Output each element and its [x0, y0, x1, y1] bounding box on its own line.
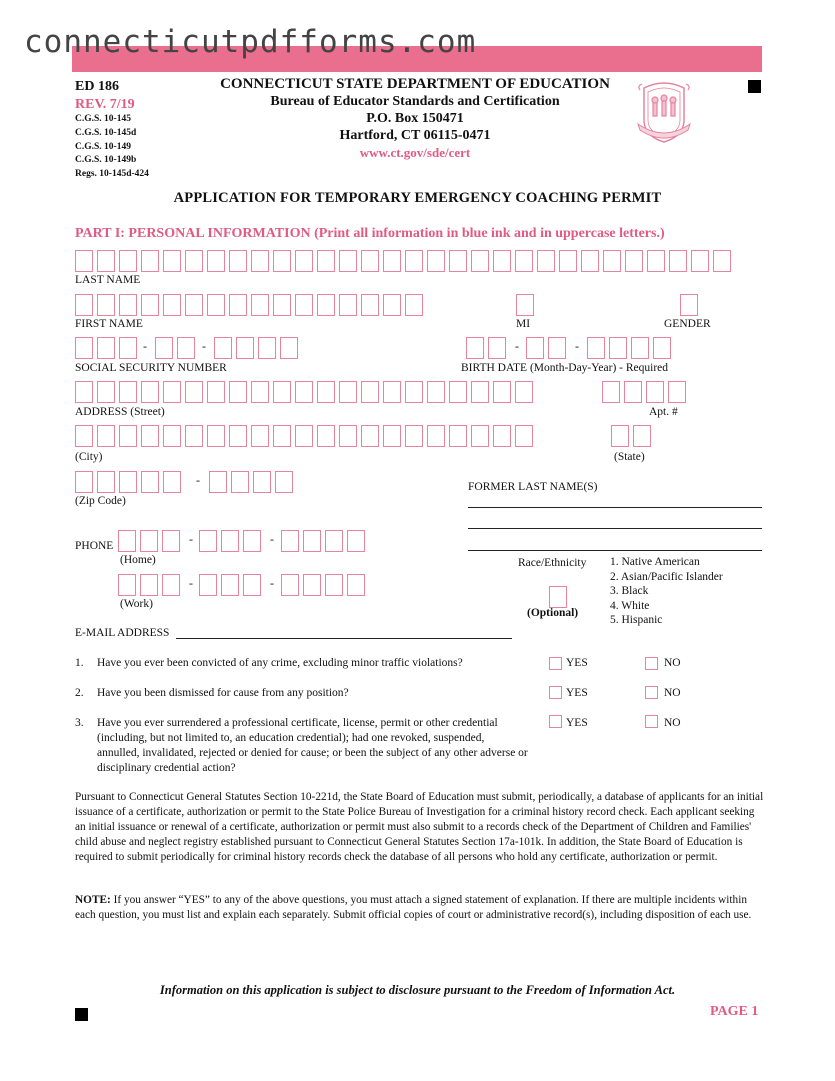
last-name-input[interactable] [75, 250, 731, 272]
phone-dash: - [270, 532, 274, 546]
char-box[interactable] [361, 381, 379, 403]
char-box[interactable] [361, 425, 379, 447]
char-box[interactable] [624, 381, 642, 403]
apt-label: Apt. # [649, 406, 678, 418]
char-box[interactable] [427, 381, 445, 403]
no-label: NO [664, 717, 681, 729]
bureau-name: Bureau of Educator Standards and Certification [270, 94, 560, 110]
char-box[interactable] [141, 250, 159, 272]
char-box[interactable] [155, 337, 173, 359]
char-box[interactable] [303, 574, 321, 596]
char-box[interactable] [163, 471, 181, 493]
char-box[interactable] [471, 381, 489, 403]
zip-input[interactable] [75, 471, 181, 493]
char-box[interactable] [119, 425, 137, 447]
char-box[interactable] [236, 337, 254, 359]
char-box[interactable] [449, 250, 467, 272]
char-box[interactable] [317, 425, 335, 447]
char-box[interactable] [177, 337, 195, 359]
char-box[interactable] [118, 530, 136, 552]
char-box[interactable] [427, 250, 445, 272]
char-box[interactable] [75, 471, 93, 493]
website-link[interactable]: www.ct.gov/sde/cert [359, 144, 471, 160]
question-2-text: Have you been dismissed for cause from any position? [97, 687, 349, 699]
question-2-yes-checkbox[interactable] [549, 686, 562, 699]
no-label: NO [664, 657, 681, 669]
yes-label: YES [566, 687, 588, 699]
char-box[interactable] [427, 425, 445, 447]
char-box[interactable] [602, 381, 620, 403]
agency-header [170, 75, 660, 160]
char-box[interactable] [199, 530, 217, 552]
char-box[interactable] [185, 425, 203, 447]
char-box[interactable] [119, 294, 137, 316]
char-box[interactable] [383, 425, 401, 447]
birth-date-dash: - [575, 339, 579, 353]
char-box[interactable] [75, 294, 93, 316]
char-box[interactable] [221, 574, 239, 596]
mi-label: MI [516, 318, 531, 330]
char-box[interactable] [185, 294, 203, 316]
char-box[interactable] [207, 294, 225, 316]
char-box[interactable] [75, 250, 93, 272]
char-box[interactable] [214, 337, 232, 359]
char-box[interactable] [209, 471, 227, 493]
former-names-label: FORMER LAST NAME(S) [468, 481, 598, 493]
char-box[interactable] [251, 294, 269, 316]
city-label: (City) [75, 451, 103, 463]
char-box[interactable] [339, 250, 357, 272]
state-label: (State) [614, 451, 645, 463]
char-box[interactable] [295, 381, 313, 403]
char-box[interactable] [97, 294, 115, 316]
char-box[interactable] [493, 250, 511, 272]
birth-date-label: BIRTH DATE (Month-Day-Year) - Required [461, 362, 669, 374]
char-box[interactable] [251, 381, 269, 403]
char-box[interactable] [515, 425, 533, 447]
char-box[interactable] [303, 530, 321, 552]
char-box[interactable] [119, 471, 137, 493]
work-area-input[interactable] [118, 574, 180, 596]
char-box[interactable] [118, 574, 136, 596]
ssn-label: SOCIAL SECURITY NUMBER [75, 362, 227, 374]
char-box[interactable] [295, 250, 313, 272]
last-name-label: LAST NAME [75, 274, 141, 286]
char-box[interactable] [229, 425, 247, 447]
char-box[interactable] [609, 337, 627, 359]
address-label: ADDRESS (Street) [75, 406, 165, 418]
char-box[interactable] [141, 425, 159, 447]
form-number: ED 186 [75, 79, 119, 94]
char-box[interactable] [97, 381, 115, 403]
char-box[interactable] [405, 250, 423, 272]
char-box[interactable] [471, 250, 489, 272]
char-box[interactable] [163, 294, 181, 316]
gender-input[interactable] [680, 294, 698, 316]
char-box[interactable] [207, 381, 225, 403]
char-box[interactable] [251, 425, 269, 447]
char-box[interactable] [405, 294, 423, 316]
question-3-text: Have you ever surrendered a professional certificate, license, permit or other credential (including, but not limited to, an education credential); had one revoked, suspended, annulled, invalidated, rejected or denied for cause; or been the subject of any other adverse or disciplinary credential action? [97, 717, 528, 774]
home-area-input[interactable] [118, 530, 180, 552]
char-box[interactable] [229, 381, 247, 403]
char-box[interactable] [515, 381, 533, 403]
first-name-input[interactable] [75, 294, 423, 316]
page-number: PAGE 1 [710, 1004, 759, 1019]
char-box[interactable] [281, 574, 299, 596]
char-box[interactable] [317, 381, 335, 403]
char-box[interactable] [449, 425, 467, 447]
race-option: 5. Hispanic [610, 614, 663, 627]
char-box[interactable] [516, 294, 534, 316]
city-state-zip: Hartford, CT 06115-0471 [339, 128, 491, 144]
char-box[interactable] [325, 574, 343, 596]
revision: REV. 7/19 [75, 96, 135, 112]
home-prefix-input[interactable] [199, 530, 261, 552]
optional-label: (Optional) [527, 607, 579, 619]
char-box[interactable] [488, 337, 506, 359]
gender-label: GENDER [664, 318, 711, 330]
note-text: If you answer “YES” to any of the above questions, you must attach a signed statement of explanation. If there are multiple incidents within each question, you must list and explain each separately. Submit official copies of court or administrative record(s), including disposition of each use. [75, 894, 752, 921]
statute-2: C.G.S. 10-145d [75, 127, 137, 138]
char-box[interactable] [713, 250, 731, 272]
char-box[interactable] [669, 250, 687, 272]
background-check-paragraph: Pursuant to Connecticut General Statutes Section 10-221d, the State Board of Education must submit, periodically, a database of applicants for an initial issuance of a certificate, authorization or permit to the State Police Bureau of Investigation for a criminal history record check. Each applicant seeking an initial issuance or renewal of a certificate, authorization or permit must also submit to a records check of the Department of Children and Families' child abuse and neglect registry established pursuant to Connecticut General Statutes Section 17a-101k. In addition, the State Board of Education is required to submit periodically for criminal history records check the database of all persons who hold any certificate, authorization or permit. [75, 791, 764, 863]
char-box[interactable] [317, 250, 335, 272]
char-box[interactable] [493, 381, 511, 403]
question-1-text: Have you ever been convicted of any crime, excluding minor traffic violations? [97, 657, 463, 669]
birth-year-input[interactable] [587, 337, 671, 359]
char-box[interactable] [493, 425, 511, 447]
char-box[interactable] [680, 294, 698, 316]
statute-3: C.G.S. 10-149 [75, 141, 131, 152]
char-box[interactable] [185, 250, 203, 272]
question-3-number: 3. [75, 717, 84, 729]
char-box[interactable] [559, 250, 577, 272]
form-identifiers [75, 78, 149, 182]
email-label: E-MAIL ADDRESS [75, 627, 170, 639]
char-box[interactable] [258, 337, 276, 359]
race-option: 3. Black [610, 585, 649, 598]
char-box[interactable] [273, 425, 291, 447]
char-box[interactable] [243, 574, 261, 596]
mi-input[interactable] [516, 294, 534, 316]
char-box[interactable] [75, 337, 93, 359]
watermark: connecticutpdfforms.com [24, 24, 477, 60]
home-line-input[interactable] [281, 530, 365, 552]
registration-mark [748, 80, 761, 93]
char-box[interactable] [229, 294, 247, 316]
char-box[interactable] [75, 425, 93, 447]
home-label: (Home) [120, 554, 156, 566]
ssn-part3-input[interactable] [214, 337, 298, 359]
char-box[interactable] [317, 294, 335, 316]
char-box[interactable] [163, 425, 181, 447]
char-box[interactable] [653, 337, 671, 359]
race-option: 4. White [610, 599, 650, 612]
char-box[interactable] [280, 337, 298, 359]
race-option: 1. Native American [610, 556, 700, 568]
char-box[interactable] [347, 574, 365, 596]
yes-label: YES [566, 717, 588, 729]
char-box[interactable] [449, 381, 467, 403]
ssn-part1-input[interactable] [75, 337, 137, 359]
first-name-label: FIRST NAME [75, 318, 143, 330]
foia-footer: Information on this application is subject to disclosure pursuant to the Freedom of Information Act. [159, 983, 676, 997]
char-box[interactable] [549, 586, 567, 608]
char-box[interactable] [119, 381, 137, 403]
char-box[interactable] [361, 250, 379, 272]
char-box[interactable] [119, 250, 137, 272]
char-box[interactable] [207, 425, 225, 447]
char-box[interactable] [221, 530, 239, 552]
char-box[interactable] [97, 337, 115, 359]
former-name-line[interactable] [468, 528, 762, 529]
char-box[interactable] [347, 530, 365, 552]
char-box[interactable] [339, 381, 357, 403]
work-line-input[interactable] [281, 574, 365, 596]
zip-label: (Zip Code) [75, 495, 126, 507]
char-box[interactable] [295, 425, 313, 447]
zip-plus4-input[interactable] [209, 471, 293, 493]
char-box[interactable] [207, 250, 225, 272]
yes-label: YES [566, 657, 588, 669]
email-input[interactable] [176, 638, 512, 639]
char-box[interactable] [295, 294, 313, 316]
agency-name: CONNECTICUT STATE DEPARTMENT OF EDUCATION [220, 76, 610, 92]
char-box[interactable] [466, 337, 484, 359]
race-label: Race/Ethnicity [518, 557, 587, 569]
char-box[interactable] [691, 250, 709, 272]
char-box[interactable] [163, 381, 181, 403]
char-box[interactable] [97, 425, 115, 447]
phone-dash: - [189, 576, 193, 590]
char-box[interactable] [273, 381, 291, 403]
statute-1: C.G.S. 10-145 [75, 114, 131, 124]
question-1-no-checkbox[interactable] [645, 657, 658, 670]
work-prefix-input[interactable] [199, 574, 261, 596]
no-label: NO [664, 687, 681, 699]
char-box[interactable] [251, 250, 269, 272]
char-box[interactable] [141, 381, 159, 403]
ssn-part2-input[interactable] [155, 337, 195, 359]
part1-heading: PART I: PERSONAL INFORMATION (Print all information in blue ink and in uppercase letters.) [75, 226, 665, 241]
char-box[interactable] [119, 337, 137, 359]
question-3-yes-checkbox[interactable] [549, 715, 562, 728]
phone-dash: - [189, 532, 193, 546]
char-box[interactable] [647, 250, 665, 272]
char-box[interactable] [273, 294, 291, 316]
birth-date-dash: - [515, 339, 519, 353]
question-2-number: 2. [75, 687, 84, 699]
state-input[interactable] [611, 425, 651, 447]
char-box[interactable] [141, 294, 159, 316]
statute-4: C.G.S. 10-149b [75, 155, 137, 166]
question-1-yes-checkbox[interactable] [549, 657, 562, 670]
phone-label: PHONE [75, 540, 114, 552]
char-box[interactable] [185, 381, 203, 403]
char-box[interactable] [383, 381, 401, 403]
char-box[interactable] [668, 381, 686, 403]
char-box[interactable] [383, 294, 401, 316]
char-box[interactable] [75, 381, 93, 403]
char-box[interactable] [339, 294, 357, 316]
work-label: (Work) [120, 598, 153, 610]
char-box[interactable] [243, 530, 261, 552]
former-name-line[interactable] [468, 550, 762, 551]
char-box[interactable] [405, 381, 423, 403]
form-title: APPLICATION FOR TEMPORARY EMERGENCY COACHING PERMIT [173, 190, 662, 206]
char-box[interactable] [141, 471, 159, 493]
char-box[interactable] [537, 250, 555, 272]
char-box[interactable] [162, 530, 180, 552]
state-seal-icon [636, 80, 692, 146]
char-box[interactable] [361, 294, 379, 316]
zip-dash: - [196, 473, 200, 487]
char-box[interactable] [253, 471, 271, 493]
apt-input[interactable] [602, 381, 686, 403]
char-box[interactable] [631, 337, 649, 359]
char-box[interactable] [515, 250, 533, 272]
phone-dash: - [270, 576, 274, 590]
char-box[interactable] [163, 250, 181, 272]
question-1-number: 1. [75, 657, 84, 669]
note-label: NOTE: [75, 894, 111, 906]
char-box[interactable] [275, 471, 293, 493]
char-box[interactable] [97, 250, 115, 272]
char-box[interactable] [471, 425, 489, 447]
char-box[interactable] [325, 530, 343, 552]
registration-mark [75, 1008, 88, 1021]
ssn-dash: - [202, 339, 206, 353]
address-input[interactable] [75, 381, 533, 403]
char-box[interactable] [140, 574, 158, 596]
char-box[interactable] [229, 250, 247, 272]
birth-month-input[interactable] [466, 337, 506, 359]
char-box[interactable] [231, 471, 249, 493]
char-box[interactable] [611, 425, 629, 447]
char-box[interactable] [97, 471, 115, 493]
question-3-no-checkbox[interactable] [645, 715, 658, 728]
race-input[interactable] [549, 586, 567, 608]
race-option: 2. Asian/Pacific Islander [610, 570, 723, 583]
char-box[interactable] [140, 530, 158, 552]
char-box[interactable] [339, 425, 357, 447]
char-box[interactable] [603, 250, 621, 272]
char-box[interactable] [548, 337, 566, 359]
question-2-no-checkbox[interactable] [645, 686, 658, 699]
char-box[interactable] [646, 381, 664, 403]
ssn-dash: - [143, 339, 147, 353]
char-box[interactable] [526, 337, 544, 359]
char-box[interactable] [581, 250, 599, 272]
char-box[interactable] [625, 250, 643, 272]
char-box[interactable] [199, 574, 217, 596]
char-box[interactable] [633, 425, 651, 447]
race-options [610, 555, 723, 628]
former-name-line[interactable] [468, 507, 762, 508]
statute-5: Regs. 10-145d-424 [75, 169, 149, 180]
note-paragraph [75, 893, 765, 923]
char-box[interactable] [281, 530, 299, 552]
char-box[interactable] [587, 337, 605, 359]
char-box[interactable] [273, 250, 291, 272]
char-box[interactable] [162, 574, 180, 596]
char-box[interactable] [405, 425, 423, 447]
po-box: P.O. Box 150471 [366, 111, 464, 127]
birth-day-input[interactable] [526, 337, 566, 359]
char-box[interactable] [383, 250, 401, 272]
city-input[interactable] [75, 425, 533, 447]
